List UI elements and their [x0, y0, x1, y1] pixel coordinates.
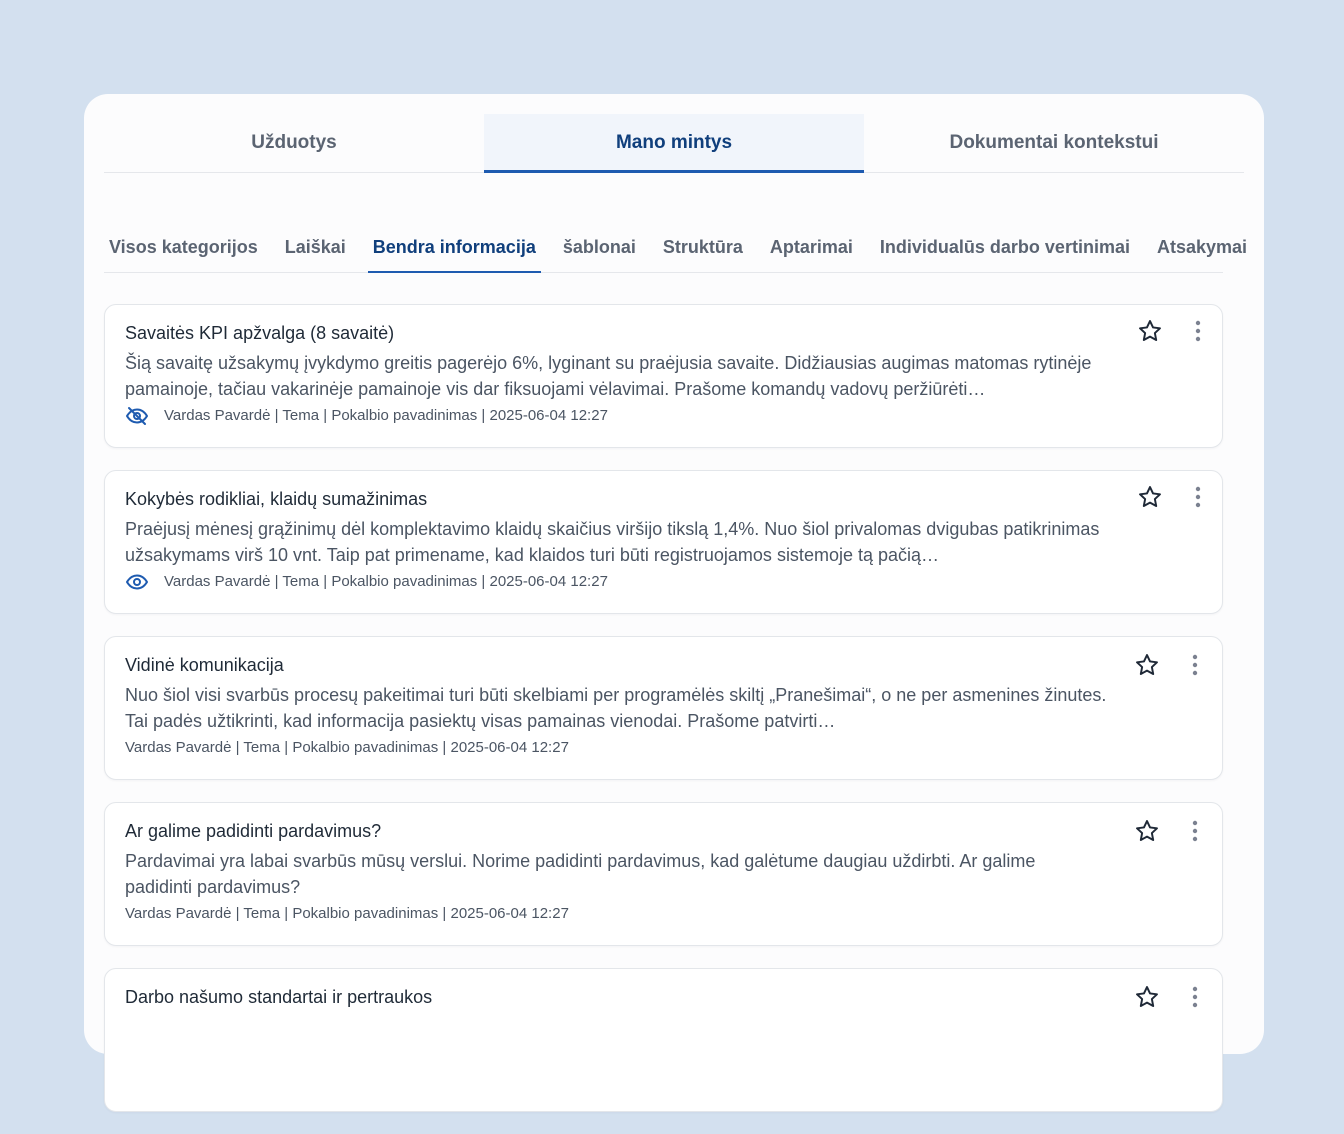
- note-body: Pardavimai yra labai svarbūs mūsų verslui. Norime padidinti pardavimus, kad galėtume daugiau uždirbti. Ar galime padidinti pardavimus?: [125, 851, 1036, 897]
- note-title: Darbo našumo standartai ir pertraukos: [125, 987, 433, 1007]
- note-title: Savaitės KPI apžvalga (8 savaitė): [125, 323, 395, 343]
- notes-list: [104, 304, 1223, 1134]
- main-tabs: [104, 114, 1244, 173]
- tab-dokumentai-kontekstui[interactable]: Dokumentai kontekstui: [949, 132, 1159, 153]
- category-tab-atsakymai[interactable]: Atsakymai: [1156, 236, 1248, 257]
- note-meta: [125, 572, 1202, 592]
- star-icon[interactable]: [1136, 317, 1164, 345]
- note-meta: [125, 904, 1202, 924]
- note-title: Vidinė komunikacija: [125, 655, 284, 675]
- category-tabs: [104, 222, 1248, 273]
- category-tab-struktura[interactable]: Struktūra: [662, 236, 743, 257]
- star-icon[interactable]: [1133, 651, 1161, 679]
- more-vertical-icon[interactable]: [1184, 483, 1212, 511]
- more-vertical-icon[interactable]: [1181, 817, 1209, 845]
- note-card[interactable]: [104, 802, 1223, 946]
- note-body: Nuo šiol visi svarbūs procesų pakeitimai turi būti skelbiami per programėlės skiltį „Pranešimai“, o ne per asmenines žinutes. Tai padės užtikrinti, kad informacija pasiektų visas pamainas vienodai. Prašome patvirti…: [125, 685, 1107, 731]
- note-title: Kokybės rodikliai, klaidų sumažinimas: [125, 489, 428, 509]
- star-icon[interactable]: [1136, 483, 1164, 511]
- note-meta: [125, 738, 1202, 758]
- note-card[interactable]: [104, 304, 1223, 448]
- note-card[interactable]: [104, 968, 1223, 1112]
- star-icon[interactable]: [1133, 983, 1161, 1011]
- category-tab-aptarimai[interactable]: Aptarimai: [769, 236, 853, 257]
- tab-mano-mintys[interactable]: Mano mintys: [484, 114, 864, 172]
- note-title: Ar galime padidinti pardavimus?: [125, 821, 382, 841]
- category-tab-bendra-informacija[interactable]: Bendra informacija: [368, 222, 541, 272]
- note-body: Šią savaitę užsakymų įvykdymo greitis pagerėjo 6%, lyginant su praėjusia savaite. Didžiausias augimas matomas rytinėje pamainoje, tačiau vakarinėje pamainoje vis dar fiksuojami vėlavimai. Prašome komandų vadovų peržiūrėti…: [125, 353, 1092, 399]
- more-vertical-icon[interactable]: [1184, 317, 1212, 345]
- note-card[interactable]: [104, 636, 1223, 780]
- more-vertical-icon[interactable]: [1181, 983, 1209, 1011]
- more-vertical-icon[interactable]: [1181, 651, 1209, 679]
- category-tab-visos-kategorijos[interactable]: Visos kategorijos: [109, 236, 258, 257]
- eye-off-icon[interactable]: [125, 406, 149, 426]
- tab-uzduotys[interactable]: Užduotys: [251, 132, 337, 153]
- category-tab-individualus-darbo-vertinimai[interactable]: Individualūs darbo vertinimai: [879, 236, 1130, 257]
- note-meta-text: Vardas Pavardė | Tema | Pokalbio pavadinimas | 2025-06-04 12:27: [164, 407, 608, 424]
- eye-icon[interactable]: [125, 572, 149, 592]
- category-tab-sablonai[interactable]: šablonai: [562, 236, 636, 257]
- star-icon[interactable]: [1133, 817, 1161, 845]
- note-card[interactable]: [104, 470, 1223, 614]
- notes-panel: [84, 94, 1264, 1054]
- category-tab-laiskai[interactable]: Laiškai: [284, 236, 346, 257]
- note-meta-text: Vardas Pavardė | Tema | Pokalbio pavadinimas | 2025-06-04 12:27: [125, 905, 569, 922]
- note-meta: [125, 406, 1202, 426]
- note-meta-text: Vardas Pavardė | Tema | Pokalbio pavadinimas | 2025-06-04 12:27: [125, 739, 569, 756]
- note-meta-text: Vardas Pavardė | Tema | Pokalbio pavadinimas | 2025-06-04 12:27: [164, 573, 608, 590]
- note-body: Praėjusį mėnesį grąžinimų dėl komplektavimo klaidų skaičius viršijo tikslą 1,4%. Nuo šiol privalomas dvigubas patikrinimas užsakymams virš 10 vnt. Taip pat primename, kad klaidos turi būti registruojamos sistemoje tą pačią…: [125, 519, 1100, 565]
